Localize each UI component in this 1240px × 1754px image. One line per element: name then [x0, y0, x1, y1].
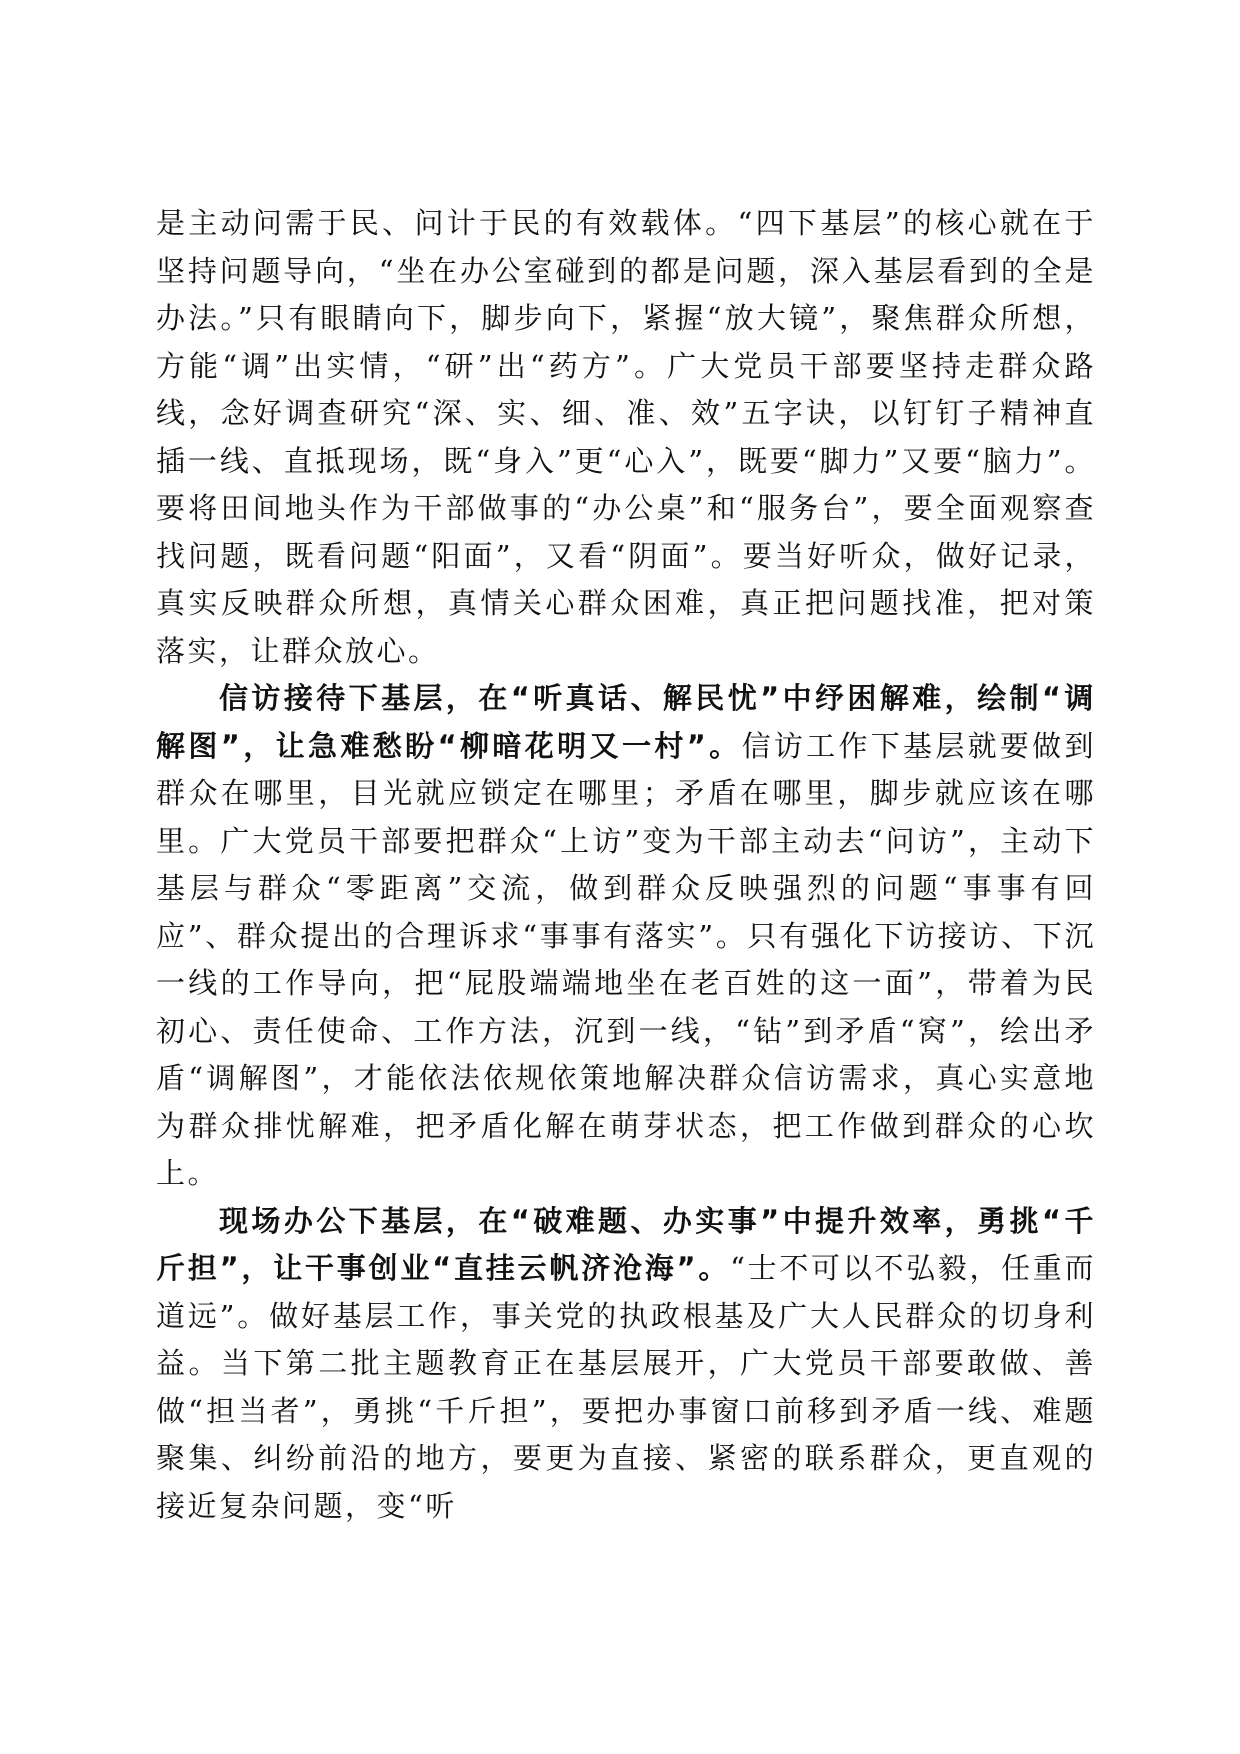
paragraph-2-text: 信访工作下基层就要做到群众在哪里，目光就应锁定在哪里；矛盾在哪里，脚步就应该在哪里。广大党员干部要把群众“上访”变为干部主动去“问访”，主动下基层与群众“零距离”交流，做到群众反映强烈的问题“事事有回应”、群众提出的合理诉求“事事有落实”。只有强化下访接访、下沉一线的工作导向，把“屁股端端地坐在老百姓的这一面”，带着为民初心、责任使命、工作方法，沉到一线，“钻”到矛盾“窝”，绘出矛盾“调解图”，才能依法依规依策地解决群众信访需求，真心实意地为群众排忧解难，把矛盾化解在萌芽状态，把工作做到群众的心坎上。 — [156, 728, 1096, 1190]
paragraph-2 — [156, 675, 1096, 1198]
paragraph-1-text: 是主动问需于民、问计于民的有效载体。“四下基层”的核心就在于坚持问题导向，“坐在办公室碰到的都是问题，深入基层看到的全是办法。”只有眼睛向下，脚步向下，紧握“放大镜”，聚焦群众所想，方能“调”出实情，“研”出“药方”。广大党员干部要坚持走群众路线，念好调查研究“深、实、细、准、效”五字诀，以钉钉子精神直插一线、直抵现场，既“身入”更“心入”，既要“脚力”又要“脑力”。要将田间地头作为干部做事的“办公桌”和“服务台”，要全面观察查找问题，既看问题“阳面”，又看“阴面”。要当好听众，做好记录，真实反映群众所想，真情关心群众困难，真正把问题找准，把对策落实，让群众放心。 — [156, 206, 1096, 668]
paragraph-3-text: “士不可以不弘毅，任重而道远”。做好基层工作，事关党的执政根基及广大人民群众的切身利益。当下第二批主题教育正在基层展开，广大党员干部要敢做、善做“担当者”，勇挑“千斤担”，要把办事窗口前移到矛盾一线、难题聚集、纠纷前沿的地方，要更为直接、紧密的联系群众，更直观的接近复杂问题，变“听 — [156, 1251, 1096, 1523]
paragraph-3-heading: 现场办公下基层，在“破难题、办实事”中提升效率，勇挑“千斤担”，让干事创业“直挂云帆济沧海”。 — [156, 1203, 1096, 1285]
paragraph-1 — [156, 200, 1096, 675]
document-body — [156, 200, 1096, 1530]
paragraph-3 — [156, 1198, 1096, 1531]
paragraph-2-heading: 信访接待下基层，在“听真话、解民忧”中纾困解难，绘制“调解图”，让急难愁盼“柳暗花明又一村”。 — [156, 681, 1096, 763]
